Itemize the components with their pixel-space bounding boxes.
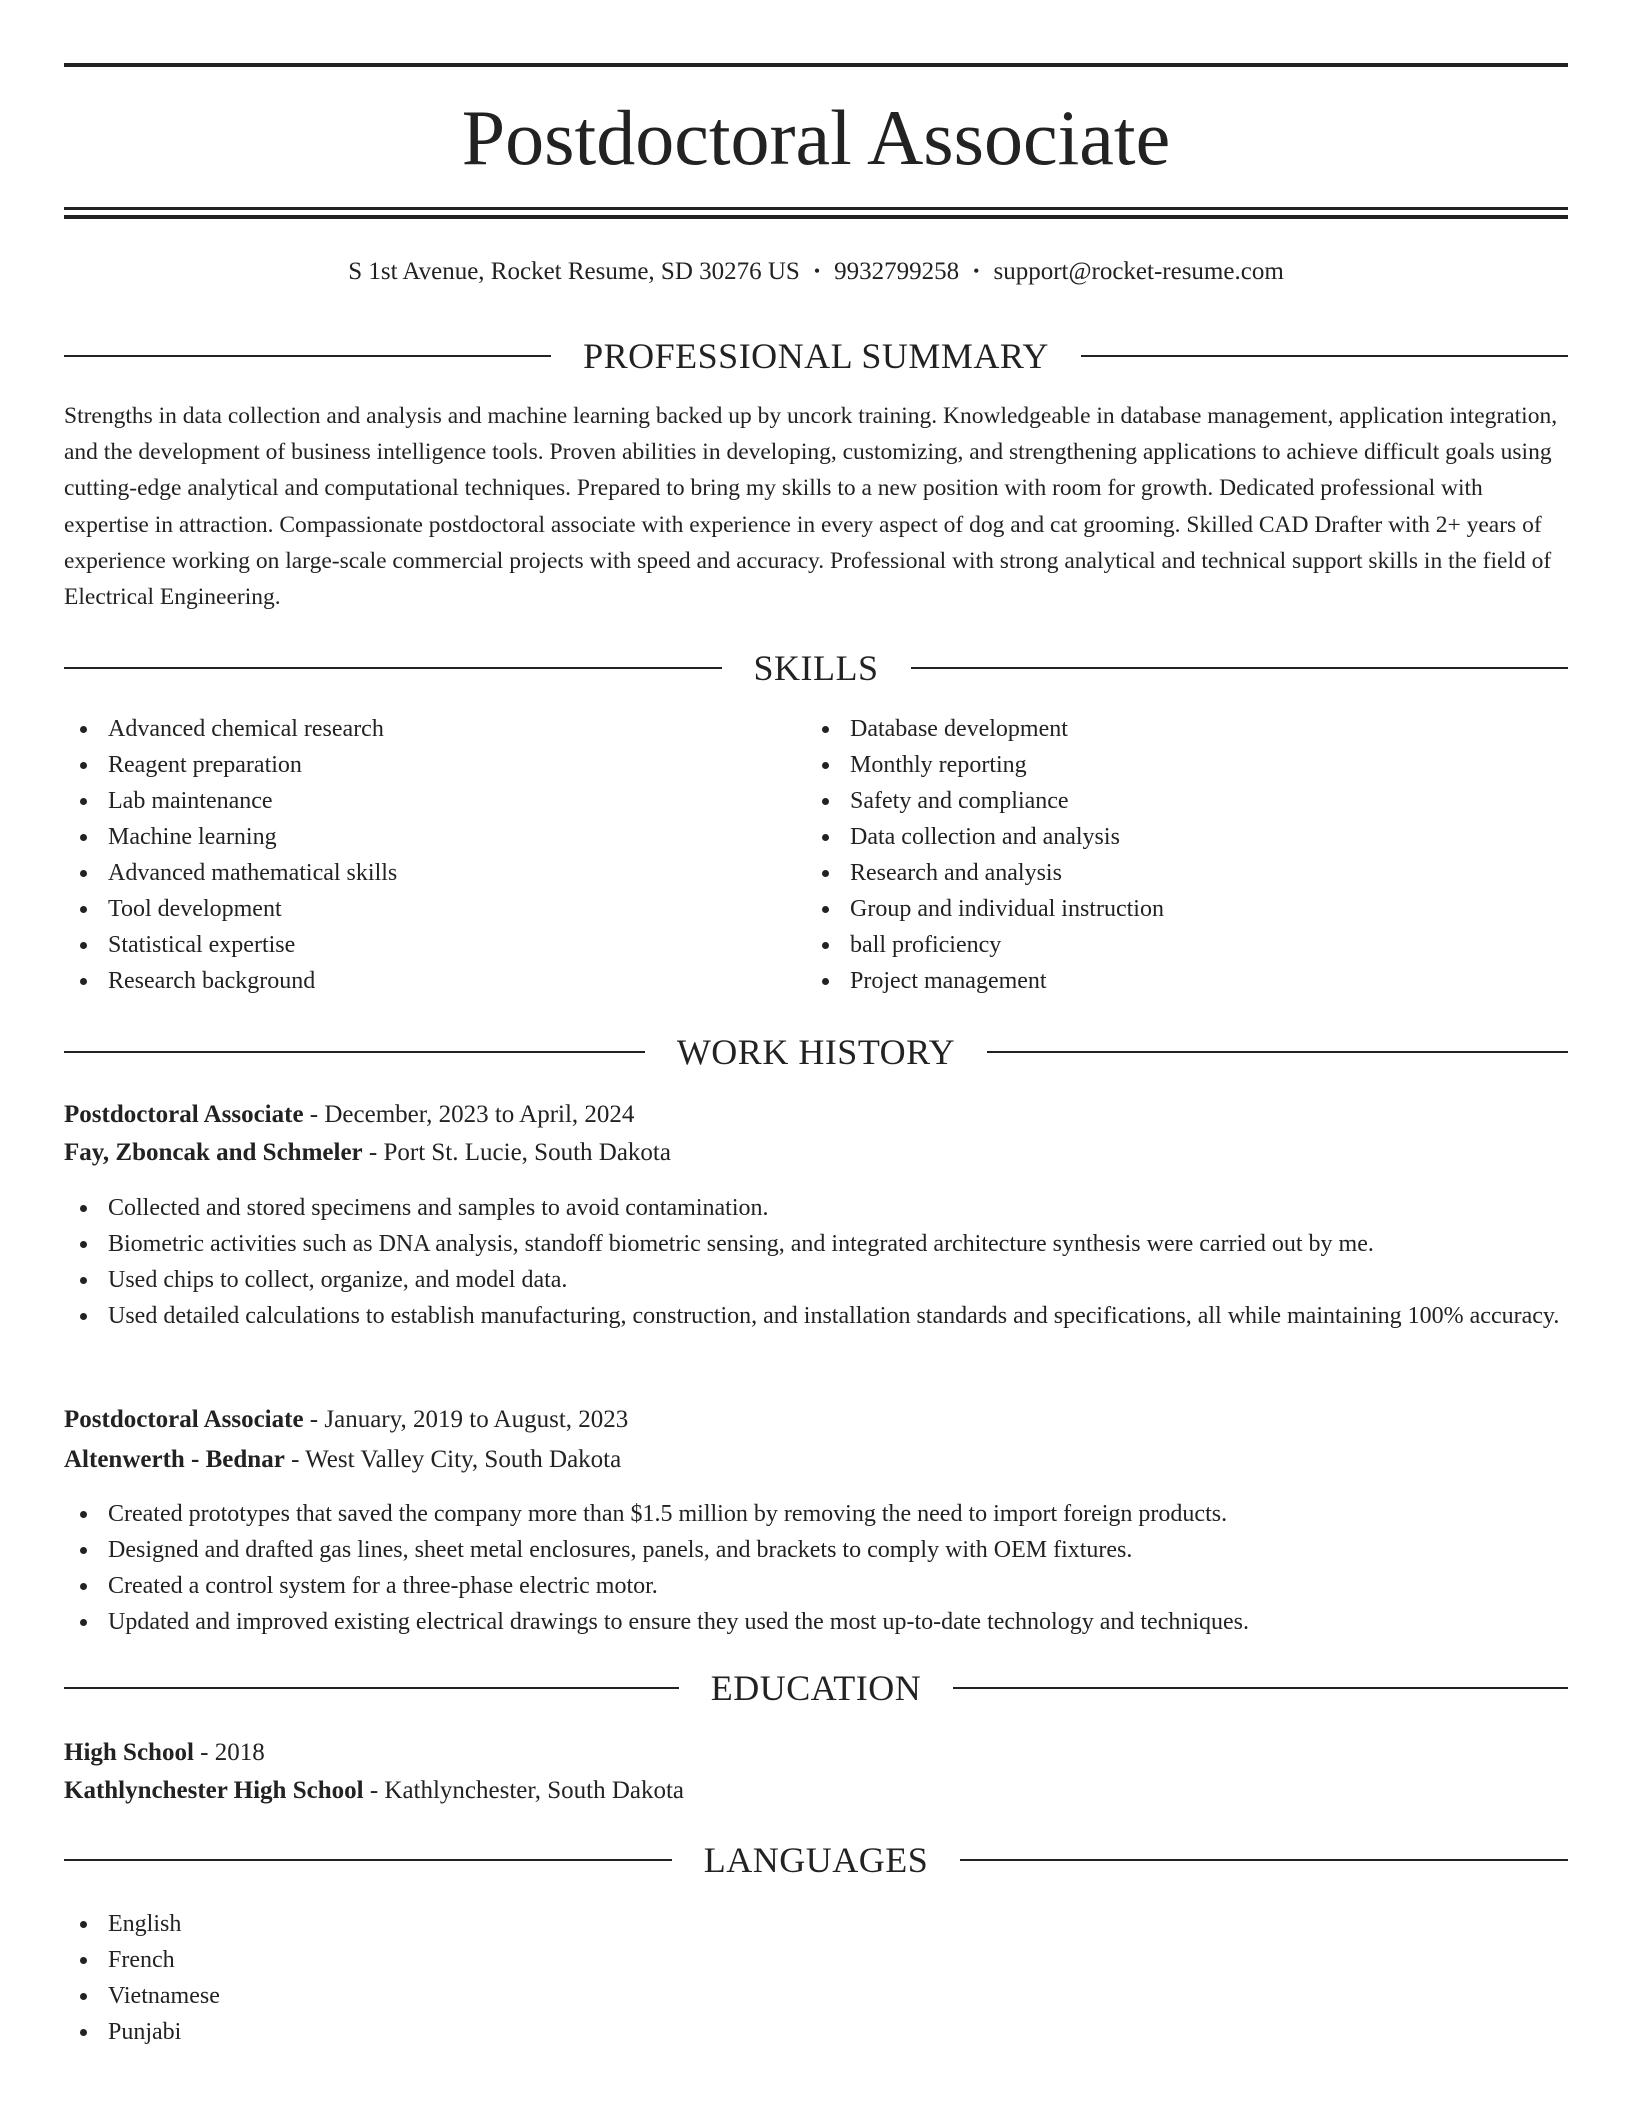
contact-email: support@rocket-resume.com — [993, 258, 1284, 285]
skills-list-right — [806, 711, 1486, 999]
skills-list-left — [64, 711, 744, 999]
header-top-rule — [64, 63, 1568, 67]
summary-text: Strengths in data collection and analysis and machine learning backed up by uncork training. Knowledgeable in database management, application integration, and the development of business intelligence tools. Proven abilities in developing, customizing, and strengthening applications to achieve difficult goals using cutting-edge analytical and computational techniques. Prepared to bring my skills to a new position with room for growth. Dedicated professional with expertise in attraction. Compassionate postdoctoral associate with experience in every aspect of dog and cat grooming. Skilled CAD Drafter with 2+ years of experience working on large-scale commercial projects with speed and accuracy. Professional with strong analytical and technical support skills in the field of Electrical Engineering. — [64, 403, 1558, 611]
section-heading-education — [64, 1666, 1568, 1710]
heading-label: WORK HISTORY — [676, 1032, 956, 1072]
job-bullet: Biometric activities such as DNA analysis, standoff biometric sensing, and integrated architecture synthesis were carried out by me. — [64, 1226, 1568, 1262]
skill-item: Database development — [806, 711, 1486, 747]
education-school-line — [64, 1773, 1568, 1809]
education-degree: High School — [64, 1739, 194, 1766]
job-location: - West Valley City, South Dakota — [284, 1446, 622, 1473]
job-bullet: Created a control system for a three-phase electric motor. — [64, 1568, 1568, 1604]
job-company: Altenwerth - Bednar — [64, 1446, 285, 1473]
skill-item: Group and individual instruction — [806, 891, 1486, 927]
job-company-line — [64, 1442, 1568, 1478]
job-bullet: Designed and drafted gas lines, sheet metal enclosures, panels, and brackets to comply with OEM fixtures. — [64, 1532, 1568, 1568]
section-heading-languages — [64, 1838, 1568, 1882]
job-bullets — [64, 1190, 1568, 1334]
section-heading-summary — [64, 334, 1568, 378]
header-double-rule — [64, 207, 1568, 219]
skills-column-left — [64, 711, 744, 999]
section-heading-work-history — [64, 1030, 1568, 1074]
language-item: Punjabi — [64, 2014, 1568, 2050]
skill-item: Tool development — [64, 891, 744, 927]
skill-item: Machine learning — [64, 819, 744, 855]
job-dates: - December, 2023 to April, 2024 — [303, 1101, 635, 1128]
job-company: Fay, Zboncak and Schmeler — [64, 1139, 363, 1166]
skill-item: Research and analysis — [806, 855, 1486, 891]
job-company-line — [64, 1135, 1568, 1171]
skill-item: Monthly reporting — [806, 747, 1486, 783]
heading-rule — [987, 1051, 1568, 1053]
skill-item: ball proficiency — [806, 927, 1486, 963]
contact-separator: • — [813, 261, 821, 281]
languages-block — [64, 1906, 1568, 2050]
heading-rule — [1081, 355, 1568, 357]
heading-rule — [64, 1687, 679, 1689]
skill-item: Project management — [806, 963, 1486, 999]
job-bullet: Used chips to collect, organize, and model data. — [64, 1262, 1568, 1298]
heading-rule — [64, 667, 722, 669]
skill-item: Reagent preparation — [64, 747, 744, 783]
job-title: Postdoctoral Associate — [64, 1406, 304, 1433]
contact-address: S 1st Avenue, Rocket Resume, SD 30276 US — [348, 258, 800, 285]
job-bullet: Created prototypes that saved the company more than $1.5 million by removing the need to import foreign products. — [64, 1496, 1568, 1532]
job-bullet: Used detailed calculations to establish manufacturing, construction, and installation standards and specifications, all while maintaining 100% accuracy. — [64, 1298, 1568, 1334]
skill-item: Research background — [64, 963, 744, 999]
job-dates: - January, 2019 to August, 2023 — [303, 1406, 629, 1433]
education-year: - 2018 — [193, 1739, 265, 1766]
skill-item: Lab maintenance — [64, 783, 744, 819]
heading-rule — [64, 1859, 672, 1861]
job-bullet-list — [64, 1496, 1568, 1640]
language-item: Vietnamese — [64, 1978, 1568, 2014]
job-title: Postdoctoral Associate — [64, 1101, 304, 1128]
skill-item: Advanced chemical research — [64, 711, 744, 747]
heading-label: PROFESSIONAL SUMMARY — [583, 336, 1049, 376]
skill-item: Safety and compliance — [806, 783, 1486, 819]
contact-phone: 9932799258 — [834, 258, 960, 285]
heading-label: SKILLS — [753, 648, 879, 688]
job-title-line — [64, 1402, 1568, 1438]
heading-label: EDUCATION — [710, 1668, 922, 1708]
heading-rule — [953, 1687, 1568, 1689]
education-degree-line — [64, 1735, 1568, 1771]
resume-title: Postdoctoral Associate — [461, 94, 1171, 181]
skill-item: Data collection and analysis — [806, 819, 1486, 855]
job-bullet: Collected and stored specimens and samples to avoid contamination. — [64, 1190, 1568, 1226]
heading-rule — [911, 667, 1569, 669]
job-bullet-list — [64, 1190, 1568, 1334]
skill-item: Statistical expertise — [64, 927, 744, 963]
skills-column-right — [806, 711, 1486, 999]
education-location: - Kathlynchester, South Dakota — [363, 1777, 685, 1804]
language-item: English — [64, 1906, 1568, 1942]
job-bullets — [64, 1496, 1568, 1640]
languages-list — [64, 1906, 1568, 2050]
skill-item: Advanced mathematical skills — [64, 855, 744, 891]
heading-rule — [64, 1051, 645, 1053]
section-heading-skills — [64, 646, 1568, 690]
job-title-line — [64, 1097, 1568, 1133]
heading-rule — [960, 1859, 1568, 1861]
heading-rule — [64, 355, 551, 357]
contact-separator: • — [973, 261, 980, 281]
job-location: - Port St. Lucie, South Dakota — [362, 1139, 671, 1166]
contact-line — [64, 254, 1568, 291]
heading-label: LANGUAGES — [703, 1840, 929, 1880]
job-bullet: Updated and improved existing electrical drawings to ensure they used the most up-to-date technology and techniques. — [64, 1604, 1568, 1640]
education-school: Kathlynchester High School — [64, 1777, 364, 1804]
language-item: French — [64, 1942, 1568, 1978]
